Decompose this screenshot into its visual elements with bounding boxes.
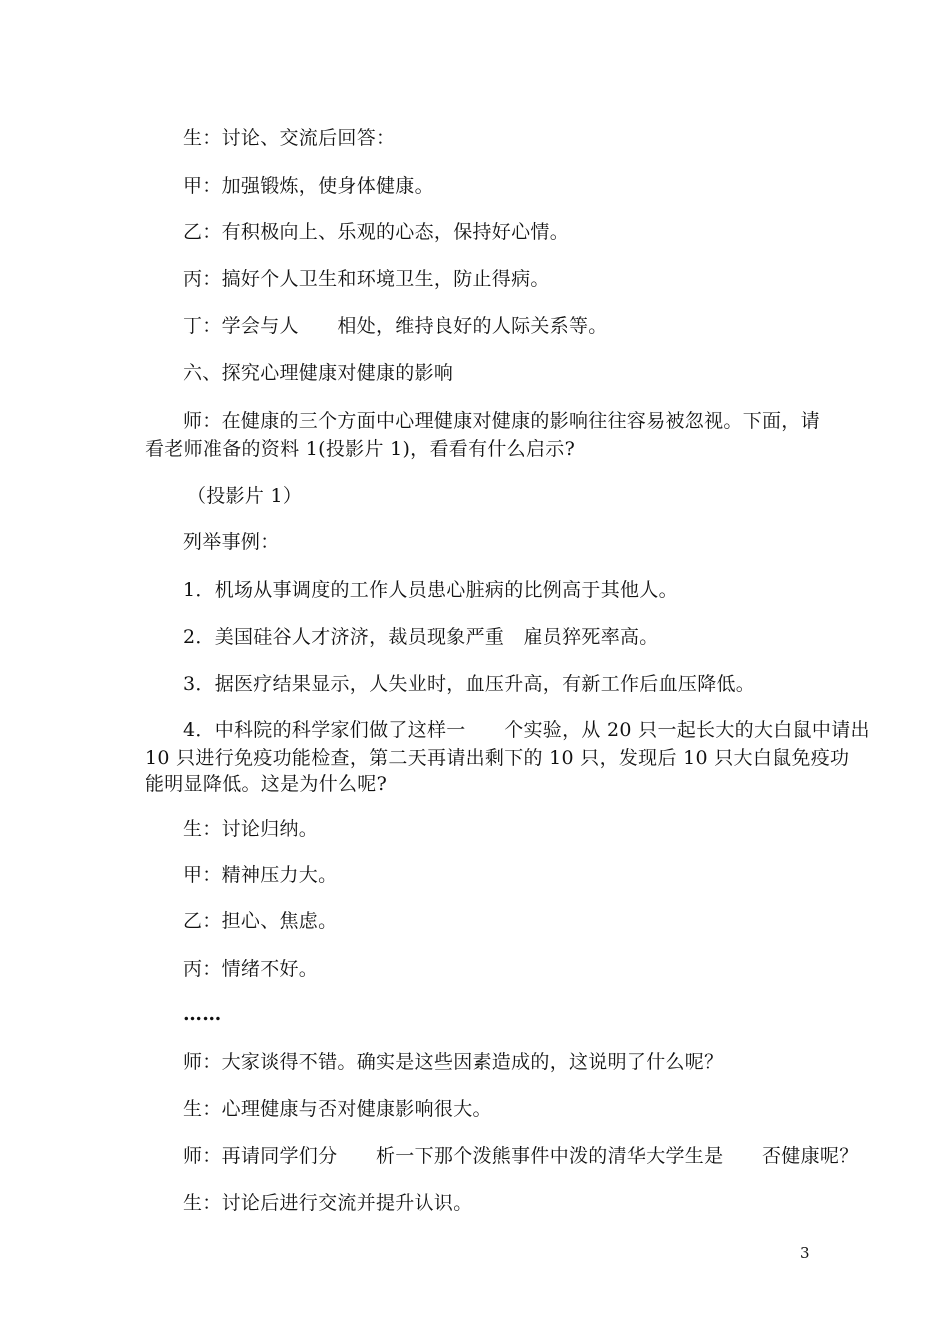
answer-yi-anxiety: 乙：担心、焦虑。 — [183, 910, 338, 932]
ellipsis: …… — [183, 1003, 222, 1025]
example-4-line-1: 4．中科院的科学家们做了这样一 个实验，从 20 只一起长大的大白鼠中请出 — [183, 719, 870, 741]
section-heading-six: 六、探究心理健康对健康的影响 — [183, 362, 454, 384]
student-summary: 生：讨论归纳。 — [183, 818, 319, 840]
examples-heading: 列举事例： — [183, 531, 280, 553]
dialogue-student-discussion: 生：讨论、交流后回答： — [183, 127, 396, 149]
teacher-feedback: 师：大家谈得不错。确实是这些因素造成的，这说明了什么呢？ — [183, 1051, 724, 1073]
student-exchange: 生：讨论后进行交流并提升认识。 — [183, 1192, 473, 1214]
answer-jia-exercise: 甲：加强锻炼，使身体健康。 — [183, 175, 434, 197]
example-1: 1．机场从事调度的工作人员患心脏病的比例高于其他人。 — [183, 579, 678, 601]
example-3: 3．据医疗结果显示，人失业时，血压升高，有新工作后血压降低。 — [183, 673, 756, 695]
teacher-intro-line-1: 师：在健康的三个方面中心理健康对健康的影响往往容易被忽视。下面，请 — [183, 410, 820, 432]
teacher-question: 师：再请同学们分 析一下那个泼熊事件中泼的清华大学生是 否健康呢？ — [183, 1145, 859, 1167]
answer-jia-pressure: 甲：精神压力大。 — [183, 864, 338, 886]
student-conclusion: 生：心理健康与否对健康影响很大。 — [183, 1098, 492, 1120]
example-2: 2．美国硅谷人才济济，裁员现象严重 雇员猝死率高。 — [183, 626, 659, 648]
answer-bing-mood: 丙：情绪不好。 — [183, 958, 319, 980]
example-4-line-3: 能明显降低。这是为什么呢? — [145, 773, 388, 795]
answer-yi-attitude: 乙：有积极向上、乐观的心态，保持好心情。 — [183, 221, 570, 243]
answer-bing-hygiene: 丙：搞好个人卫生和环境卫生，防止得病。 — [183, 268, 550, 290]
teacher-intro-line-2: 看老师准备的资料 1(投影片 1)，看看有什么启示? — [145, 438, 576, 460]
example-4-line-2: 10 只进行免疫功能检查，第二天再请出剩下的 10 只，发现后 10 只大白鼠免疫功 — [145, 747, 850, 769]
answer-ding-relations: 丁：学会与人 相处，维持良好的人际关系等。 — [183, 315, 608, 337]
slide-label: （投影片 1） — [187, 485, 303, 507]
page-number: 3 — [800, 1244, 810, 1262]
